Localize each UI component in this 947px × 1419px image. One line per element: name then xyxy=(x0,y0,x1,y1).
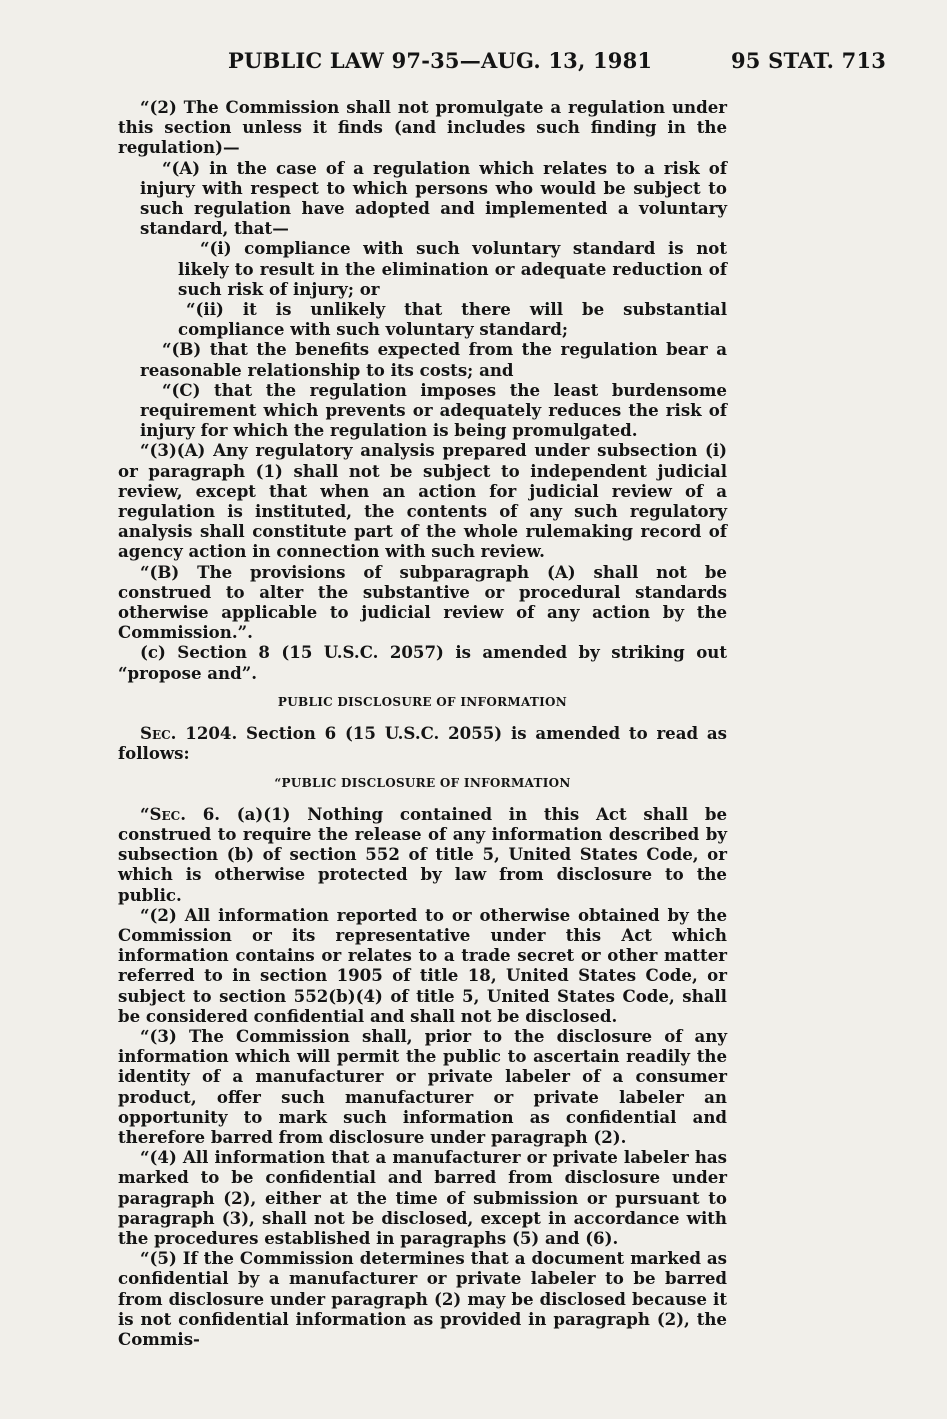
subparagraph-b: “(B) that the benefits expected from the regulation bear a reasonable relationship to its costs; and xyxy=(140,339,727,380)
section-6-a1 xyxy=(118,804,727,905)
paragraph-a3: “(3) The Commission shall, prior to the disclosure of any information which will permit the public to ascertain readily the identity of a manufacturer or private labeler of a consumer product, offer such manufacturer or private labeler an opportunity to mark such information as confidential and therefore barred from disclosure under paragraph (2). xyxy=(118,1025,727,1147)
paragraph-a2: “(2) All information reported to or otherwise obtained by the Commission or its representative under this Act which information contains or relates to a trade secret or other matter referred to in section 1905 of title 18, United States Code, or subject to section 552(b)(4) of title 5, United States Code, shall be considered confidential and shall not be disclosed. xyxy=(118,904,727,1026)
paragraph-a5: “(5) If the Commission determines that a document marked as confidential by a manufacturer or private labeler to be barred from disclosure under paragraph (2) may be disclosed because it is not confidential information as provided in paragraph (2), the Commis- xyxy=(118,1248,727,1349)
statute-page-reference: 95 STAT. 713 xyxy=(731,48,887,73)
section-1204-text: 1204. Section 6 (15 U.S.C. 2055) is amended to read as follows: xyxy=(118,723,727,764)
section-heading: PUBLIC DISCLOSURE OF INFORMATION xyxy=(277,694,568,709)
subparagraph-c: “(C) that the regulation imposes the least burdensome requirement which prevents or adequately reduces the risk of injury for which the regulation is being promulgated. xyxy=(140,379,727,441)
subsection-c: (c) Section 8 (15 U.S.C. 2057) is amended by striking out “propose and”. xyxy=(118,642,727,683)
running-head: PUBLIC LAW 97-35—AUG. 13, 1981 xyxy=(228,48,653,73)
section-label: Sec. xyxy=(140,723,177,744)
paragraph-3a: “(3)(A) Any regulatory analysis prepared under subsection (i) or paragraph (1) shall not be subject to independent judicial review, except that when an action for judicial review of a regulation is instituted, the contents of any such regulatory analysis shall constitute part of the whole rulemaking record of agency action in connection with such review. xyxy=(118,440,727,562)
page-header xyxy=(0,48,947,78)
quoted-section-heading: “PUBLIC DISCLOSURE OF INFORMATION xyxy=(274,775,571,790)
paragraph-3b: “(B) The provisions of subparagraph (A) shall not be construed to alter the substantive or procedural standards otherwise applicable to judicial review of any action by the Commission.”. xyxy=(118,561,727,643)
paragraph-2: “(2) The Commission shall not promulgate a regulation under this section unless it finds (and includes such finding in the regulation)— xyxy=(118,97,727,158)
paragraph-a4: “(4) All information that a manufacturer or private labeler has marked to be confidential and barred from disclosure under paragraph (2), either at the time of submission or pursuant to paragraph (3), shall not be disclosed, except in accordance with the procedures established in paragraphs (5) and (6). xyxy=(118,1147,727,1248)
clause-i: “(i) compliance with such voluntary standard is not likely to result in the elimination or adequate reduction of such risk of injury; or xyxy=(178,238,727,299)
body-text xyxy=(118,97,727,1349)
subparagraph-a: “(A) in the case of a regulation which relates to a risk of injury with respect to which persons who would be subject to such regulation have adopted and implemented a voluntary standard, that— xyxy=(140,157,727,239)
section-label: “Sec. xyxy=(140,803,187,824)
section-6-a1-text: 6. (a)(1) Nothing contained in this Act shall be construed to require the release of any information described by subsection (b) of section 552 of title 5, United States Code, or which is otherwise protected by law from disclosure to the public. xyxy=(118,803,727,905)
section-1204 xyxy=(118,723,727,763)
clause-ii: “(ii) it is unlikely that there will be substantial compliance with such voluntary standard; xyxy=(178,299,727,340)
